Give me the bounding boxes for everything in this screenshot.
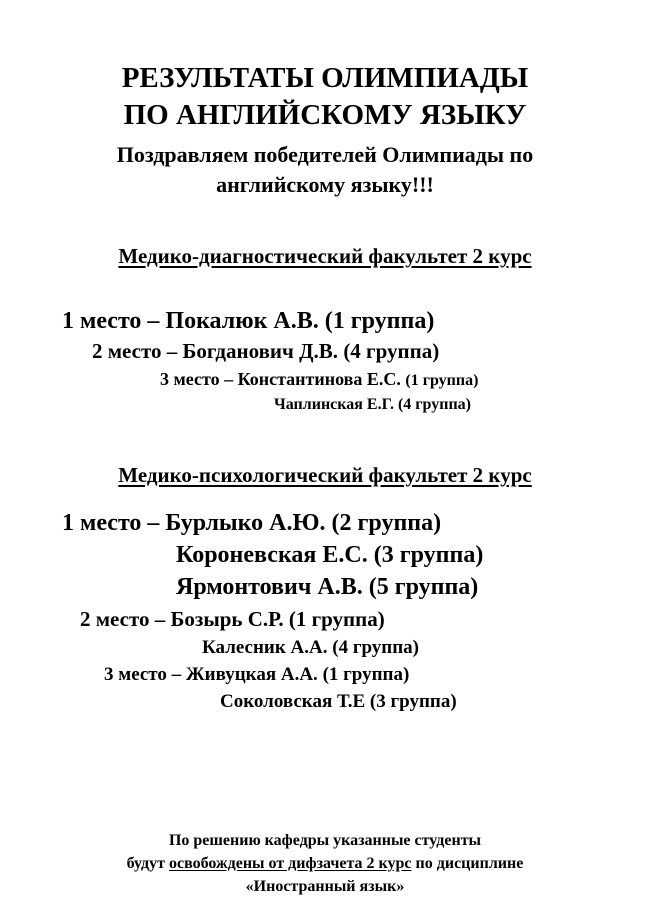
- winner-group: (1 группа): [405, 372, 479, 389]
- congratulations-line-1: Поздравляем победителей Олимпиады по: [116, 142, 534, 167]
- winner-group: (1 группа): [324, 308, 435, 334]
- winner-name: Богданович Д.В.: [182, 339, 339, 363]
- place-label: 3 место –: [160, 369, 238, 389]
- faculty-heading-diagnostic: Медико-диагностический факультет 2 курс: [118, 244, 532, 268]
- winner-row: [62, 511, 441, 535]
- footer-line-2-start: будут: [126, 855, 169, 872]
- winner-row: [92, 341, 439, 362]
- winner-group: (4 группа): [332, 637, 419, 658]
- winner-row: [220, 692, 457, 711]
- footer-line-2-end: по дисциплине: [411, 855, 524, 872]
- winner-group: (1 группа): [288, 607, 385, 631]
- winner-group: (3 группа): [369, 691, 457, 712]
- winner-name: Короневская Е.С.: [176, 542, 368, 568]
- winner-row: [104, 665, 409, 684]
- winner-name: Живуцкая А.А.: [185, 664, 318, 685]
- place-label: 1 место –: [62, 308, 166, 334]
- winner-name: Покалюк А.В.: [165, 308, 319, 334]
- winner-row: [80, 609, 385, 630]
- faculty-heading-psychological: Медико-психологический факультет 2 курс: [118, 463, 532, 487]
- winner-name: Калесник А.А.: [202, 637, 328, 658]
- page-title-line-2: ПО АНГЛИЙСКОМУ ЯЗЫКУ: [123, 99, 527, 131]
- footer-line-2: [0, 856, 650, 872]
- congratulations-line-2: английскому языку!!!: [216, 172, 434, 197]
- winner-group: (4 группа): [343, 339, 440, 363]
- page-title-line-1: РЕЗУЛЬТАТЫ ОЛИМПИАДЫ: [121, 62, 529, 94]
- winner-name: Константинова Е.С.: [237, 369, 401, 389]
- winner-row: [62, 309, 434, 333]
- winner-name: Бозырь С.Р.: [170, 607, 284, 631]
- winner-name: Чаплинская Е.Г.: [274, 396, 394, 413]
- winner-name: Ярмонтович А.В.: [176, 574, 363, 600]
- footer-line-3: «Иностранный язык»: [245, 878, 405, 895]
- place-label: 2 место –: [80, 607, 171, 631]
- place-label: 1 место –: [62, 510, 166, 536]
- winner-row: [274, 397, 471, 413]
- winner-row: [202, 638, 419, 657]
- winner-row: [176, 543, 483, 567]
- place-label: 3 место –: [104, 664, 186, 685]
- winner-name: Бурлыко А.Ю.: [165, 510, 326, 536]
- winner-row: [160, 370, 478, 389]
- winner-group: (5 группа): [368, 574, 479, 600]
- winner-group: (4 группа): [397, 396, 471, 413]
- winner-group: (2 группа): [331, 510, 442, 536]
- winner-row: [176, 575, 478, 599]
- place-label: 2 место –: [92, 339, 183, 363]
- winner-group: (1 группа): [322, 664, 410, 685]
- winner-name: Соколовская Т.Е: [220, 691, 366, 712]
- winner-group: (3 группа): [373, 542, 484, 568]
- footer-line-1: По решению кафедры указанные студенты: [168, 832, 482, 849]
- footer-exemption-text: освобождены от дифзачета 2 курс: [169, 855, 412, 872]
